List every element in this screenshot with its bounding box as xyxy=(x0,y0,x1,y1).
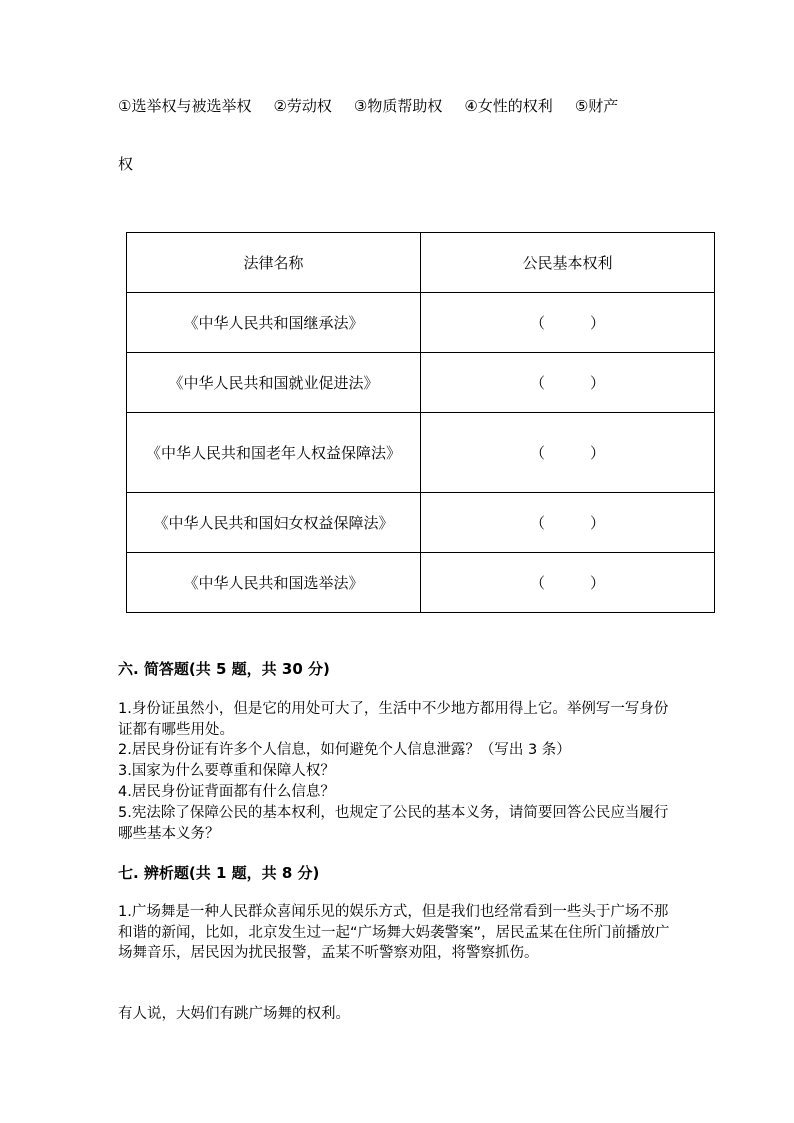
law-name-cell: 《中华人民共和国选举法》 xyxy=(127,553,421,613)
law-rights-table xyxy=(126,232,715,613)
question-item: 4.居民身份证背面都有什么信息？ xyxy=(118,784,335,800)
table-row xyxy=(127,353,715,413)
option-1: ①选举权与被选举权 xyxy=(118,97,252,115)
law-name-cell: 《中华人民共和国继承法》 xyxy=(127,293,421,353)
header-law-name: 法律名称 xyxy=(127,233,421,293)
rights-options xyxy=(118,94,678,118)
question-item: 1.身份证虽然小，但是它的用处可大了，生活中不少地方都用得上它。举例写一写身份证都有哪些用处。 xyxy=(118,701,669,738)
table-header-row xyxy=(127,233,715,293)
answer-blank-cell: （ ） xyxy=(421,413,715,493)
table-row xyxy=(127,553,715,613)
law-name-cell: 《中华人民共和国就业促进法》 xyxy=(127,353,421,413)
section-6-title: 六. 简答题(共 5 题，共 30 分) xyxy=(118,660,330,678)
section-7-title: 七. 辨析题(共 1 题，共 8 分) xyxy=(118,864,320,882)
analysis-statement: 有人说，大妈们有跳广场舞的权利。 xyxy=(118,1006,350,1022)
answer-blank-cell: （ ） xyxy=(421,553,715,613)
law-name-cell: 《中华人民共和国妇女权益保障法》 xyxy=(127,493,421,553)
option-5: ⑤财产 xyxy=(574,97,619,115)
law-name-cell: 《中华人民共和国老年人权益保障法》 xyxy=(127,413,421,493)
question-item: 5.宪法除了保障公民的基本权利，也规定了公民的基本义务，请简要回答公民应当履行哪些基本义务？ xyxy=(118,805,669,842)
question-item: 3.国家为什么要尊重和保障人权？ xyxy=(118,763,335,779)
header-basic-rights: 公民基本权利 xyxy=(421,233,715,293)
option-3: ③物质帮助权 xyxy=(353,97,443,115)
answer-blank-cell: （ ） xyxy=(421,353,715,413)
table-row xyxy=(127,413,715,493)
answer-blank-cell: （ ） xyxy=(421,293,715,353)
option-5-continued: 权 xyxy=(118,155,134,173)
table-row xyxy=(127,493,715,553)
option-2: ②劳动权 xyxy=(273,97,332,115)
question-item: 2.居民身份证有许多个人信息，如何避免个人信息泄露？（写出 3 条） xyxy=(118,742,571,758)
answer-blank-cell: （ ） xyxy=(421,493,715,553)
option-4: ④女性的权利 xyxy=(464,97,553,115)
table-row xyxy=(127,293,715,353)
analysis-question: 1.广场舞是一种人民群众喜闻乐见的娱乐方式，但是我们也经常看到一些头于广场不那和谐的新闻，比如，北京发生过一起“广场舞大妈袭警案”，居民孟某在住所门前播放广场舞音乐，居民因为扰民报警，孟某不听警察劝阻，将警察抓伤。 xyxy=(118,904,670,961)
